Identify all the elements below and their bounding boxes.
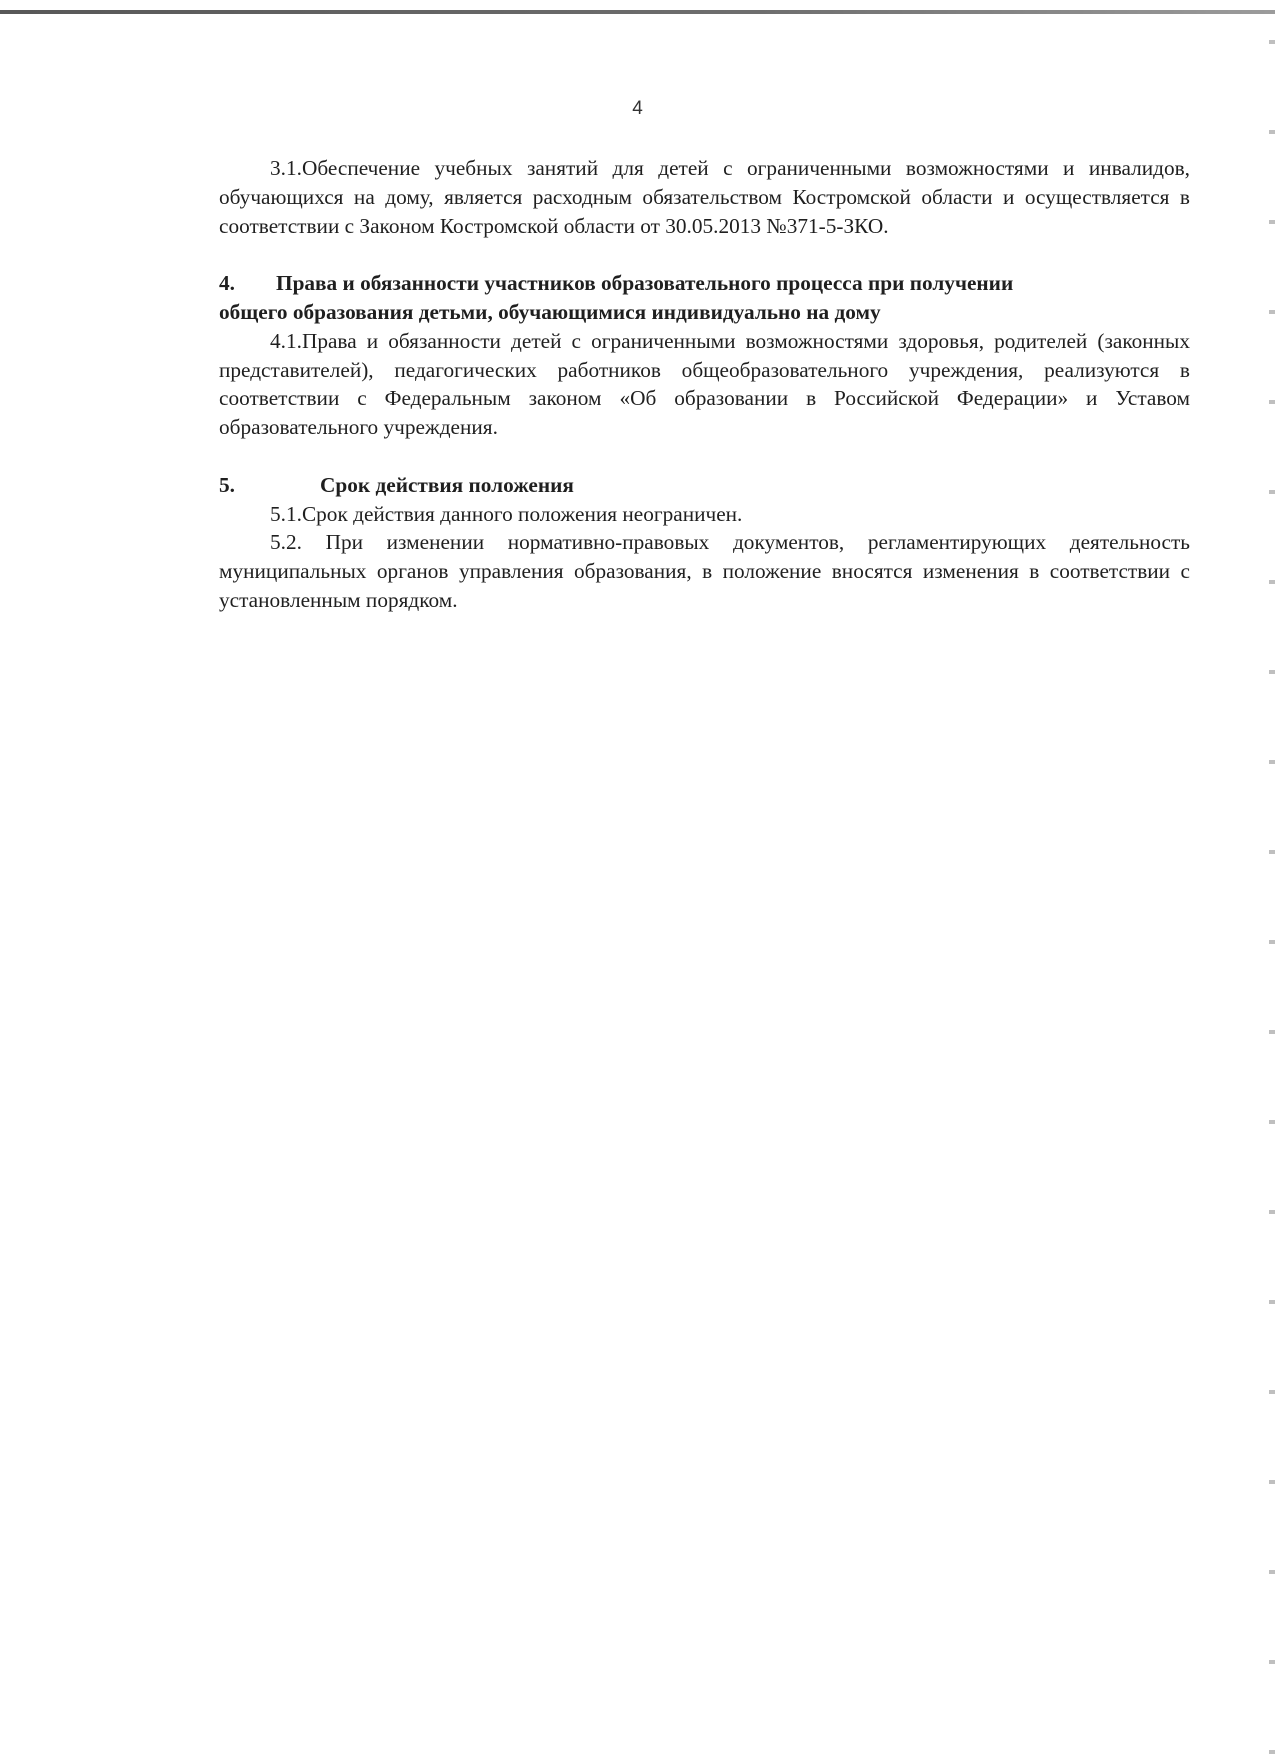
section-5-heading (219, 471, 1190, 500)
section-5-title: Срок действия положения (320, 472, 574, 497)
spacer (219, 240, 1190, 269)
paragraph-5-2: 5.2. При изменении нормативно-правовых документов, регламентирующих деятельность муниципальных органов управления образования, в положение вносятся изменения в соответствии с установленным порядком. (219, 530, 1190, 612)
paragraph-3-1: 3.1.Обеспечение учебных занятий для детей с ограниченными возможностями и инвалидов, обучающихся на дому, является расходным обязательством Костромской области и осуществляется в соответствии с Законом Костромской области от 30.05.2013 №371-5-ЗКО. (219, 156, 1190, 238)
section-4-number: 4. (219, 271, 235, 296)
section-4-title-line2: общего образования детьми, обучающимися индивидуально на дому (219, 299, 881, 324)
paragraph-5-1: 5.1.Срок действия данного положения неограничен. (270, 501, 743, 526)
section-5-number: 5. (219, 472, 235, 497)
section-4-title-line1: Права и обязанности участников образовательного процесса при получении (276, 271, 1014, 296)
document-body (219, 154, 1190, 615)
paragraph-4-1: 4.1.Права и обязанности детей с ограниченными возможностями здоровья, родителей (законных представителей), педагогических работников общеобразовательного учреждения, реализуются в соответствии с Федеральным законом «Об образовании в Российской Федерации» и Уставом образовательного учреждения. (219, 328, 1190, 440)
scan-top-edge (0, 10, 1275, 14)
section-4-heading (219, 269, 1190, 327)
spacer (219, 442, 1190, 471)
scan-right-edge (1269, 0, 1275, 1754)
section-4-title (219, 269, 1190, 327)
page-number: 4 (632, 98, 643, 119)
